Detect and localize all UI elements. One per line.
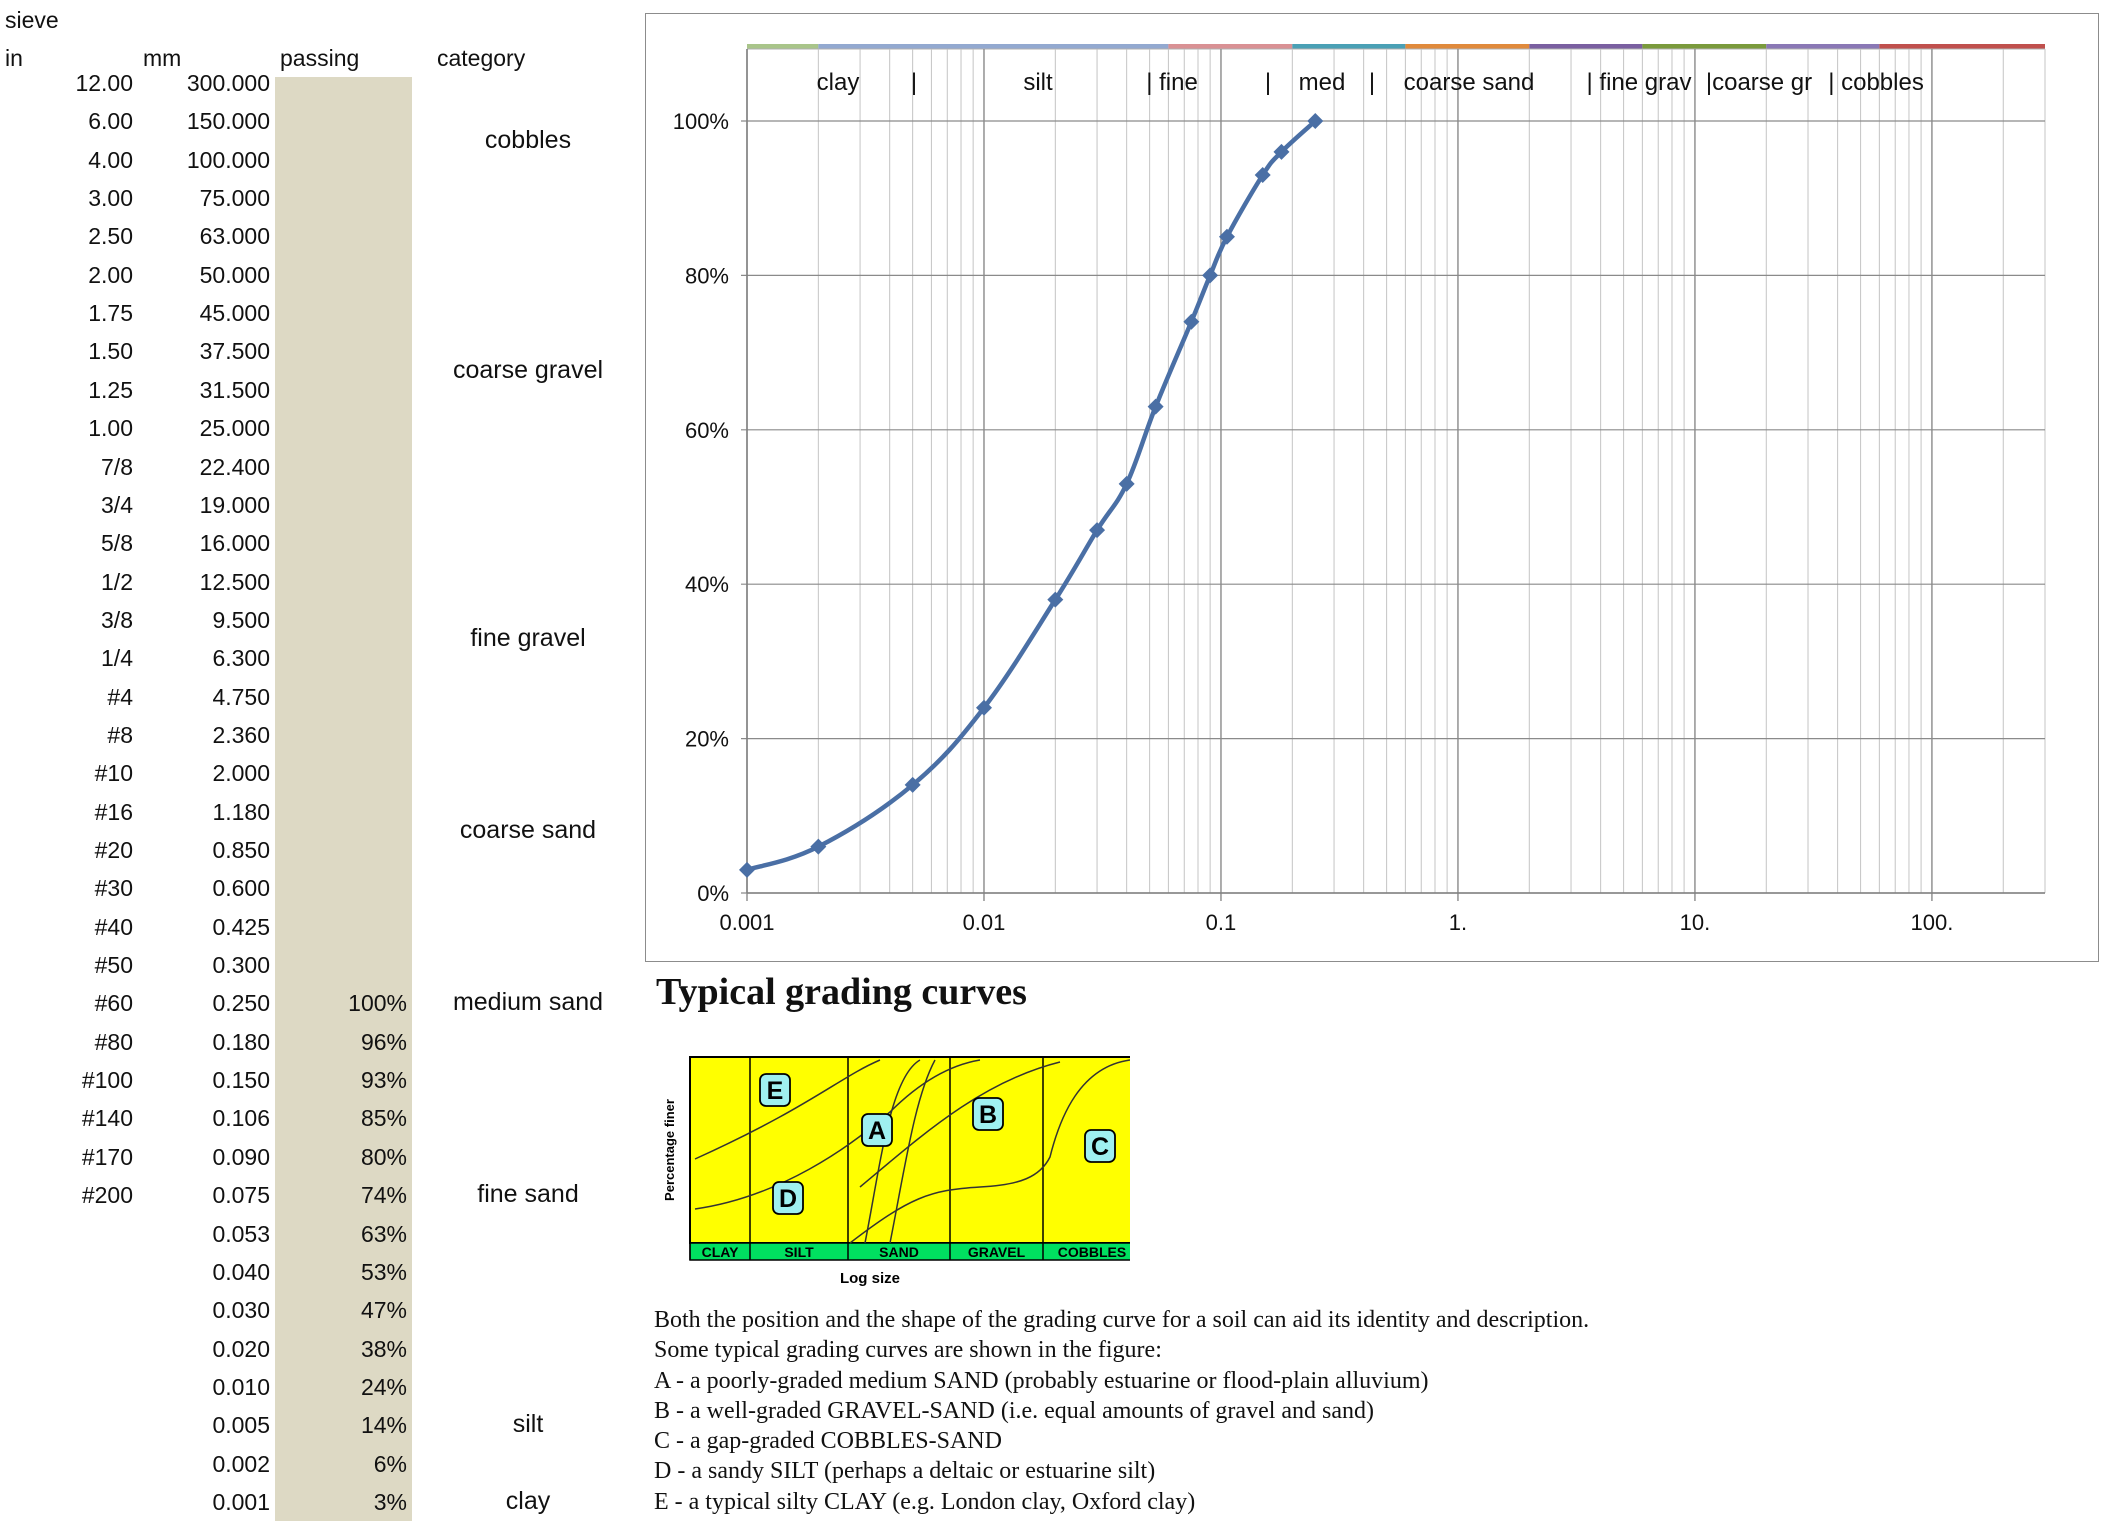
cell-in: 5/8 — [101, 530, 133, 557]
cell-in: #140 — [81, 1105, 133, 1132]
cell-passing: 3% — [373, 1488, 407, 1515]
x-tick-label: 0.001 — [719, 910, 775, 935]
data-point — [810, 839, 826, 855]
description-line: E - a typical silty CLAY (e.g. London clay, Oxford clay) — [654, 1488, 1196, 1515]
zone-label: clay — [816, 69, 860, 96]
description-line: Both the position and the shape of the grading curve for a soil can aid its identity and description. — [654, 1307, 1590, 1333]
category-label: medium sand — [452, 988, 604, 1017]
cell-mm: 0.090 — [212, 1143, 270, 1170]
header-category: category — [437, 45, 526, 71]
cell-mm: 37.500 — [199, 338, 270, 365]
zone-label: |coarse gr — [1705, 69, 1813, 96]
cell-mm: 19.000 — [199, 491, 270, 518]
cell-mm: 0.005 — [212, 1412, 270, 1439]
typical-grading-figure — [650, 1040, 1130, 1325]
cell-mm: 12.500 — [199, 568, 270, 595]
typical-background — [690, 1057, 1130, 1243]
zone-label: med — [1298, 69, 1346, 96]
x-tick-label: 0.1 — [1205, 910, 1237, 935]
zone-label-cobbles: COBBLES — [1057, 1244, 1127, 1260]
data-point — [1202, 267, 1218, 283]
cell-mm: 0.001 — [212, 1488, 270, 1515]
cell-mm: 0.180 — [212, 1028, 270, 1055]
zone-band — [818, 44, 1168, 49]
header-sieve: sieve — [5, 7, 59, 33]
category-label: fine sand — [477, 1180, 579, 1209]
cell-mm: 0.002 — [212, 1450, 270, 1477]
typical-ylabel: Percentage finer — [662, 1099, 677, 1201]
cell-in: #30 — [94, 875, 133, 902]
x-tick-label: 10. — [1679, 910, 1711, 935]
curve-label-e: E — [766, 1077, 784, 1105]
cell-passing: 74% — [360, 1182, 407, 1209]
zone-label: coarse sand — [1403, 69, 1535, 96]
zone-label: | fine grav — [1586, 69, 1692, 96]
cell-passing: 80% — [360, 1143, 407, 1170]
cell-mm: 0.850 — [212, 837, 270, 863]
cell-in: #16 — [94, 798, 133, 825]
x-tick-label: 100. — [1910, 910, 1954, 935]
typical-grading-description — [654, 1305, 1589, 1517]
zone-label: silt — [1023, 69, 1053, 96]
typical-grading-title: Typical grading curves — [656, 971, 1027, 1013]
description-line: C - a gap-graded COBBLES-SAND — [654, 1428, 1002, 1455]
cell-passing: 47% — [360, 1297, 407, 1324]
curve-label-d: D — [778, 1185, 798, 1213]
header-mm: mm — [143, 45, 182, 71]
cell-in: 3/8 — [101, 606, 133, 633]
cell-in: 3/4 — [101, 491, 133, 518]
zone-band — [1168, 44, 1292, 49]
cell-in: 1.50 — [88, 338, 133, 365]
cell-in: 1.25 — [88, 376, 133, 403]
description-line: Some typical grading curves are shown in the figure: — [654, 1337, 1162, 1364]
cell-mm: 0.425 — [212, 913, 270, 940]
cell-passing: 63% — [360, 1220, 407, 1247]
cell-passing: 6% — [373, 1450, 407, 1477]
description-line: B - a well-graded GRAVEL-SAND (i.e. equal amounts of gravel and sand) — [654, 1397, 1375, 1424]
cell-mm: 100.000 — [186, 146, 270, 173]
category-label: cobbles — [484, 125, 572, 154]
cell-mm: 0.106 — [212, 1105, 270, 1132]
cell-passing: 85% — [360, 1105, 407, 1132]
zone-band — [1766, 44, 1879, 49]
y-tick-label: 100% — [672, 109, 729, 134]
cell-in: #10 — [94, 760, 133, 787]
cell-mm: 9.500 — [212, 606, 270, 633]
cell-passing: 53% — [360, 1258, 407, 1285]
x-tick-label: 0.01 — [962, 910, 1006, 935]
cell-in: #20 — [94, 837, 133, 863]
cell-mm: 150.000 — [186, 108, 270, 135]
zone-band — [747, 44, 818, 49]
curve-label-b: B — [978, 1101, 998, 1129]
category-label: silt — [512, 1410, 544, 1439]
cell-in: 4.00 — [88, 146, 133, 173]
cell-in: #200 — [81, 1182, 133, 1209]
cell-mm: 0.040 — [212, 1258, 270, 1285]
zone-band — [1292, 44, 1405, 49]
zone-label-sand: SAND — [879, 1244, 919, 1260]
description-line: D - a sandy SILT (perhaps a deltaic or estuarine silt) — [654, 1458, 1156, 1485]
typical-xlabel: Log size — [839, 1270, 901, 1287]
zone-label: | fine — [1146, 69, 1198, 96]
cell-mm: 45.000 — [199, 300, 270, 327]
y-tick-label: 20% — [684, 726, 729, 752]
cell-mm: 0.150 — [212, 1067, 270, 1094]
header-passing: passing — [280, 45, 360, 71]
zone-label: | — [1368, 69, 1376, 96]
cell-in: #4 — [107, 683, 133, 710]
cell-passing: 96% — [360, 1028, 407, 1055]
cell-in: #50 — [94, 952, 133, 979]
zone-band — [1405, 44, 1529, 49]
cell-passing: 100% — [348, 990, 407, 1017]
cell-mm: 0.600 — [212, 875, 270, 902]
cell-mm: 0.030 — [212, 1297, 270, 1324]
cell-mm: 25.000 — [199, 415, 270, 442]
category-label: clay — [505, 1486, 551, 1515]
cell-mm: 75.000 — [199, 185, 270, 212]
data-point — [1119, 476, 1135, 492]
header-in: in — [5, 45, 23, 71]
category-label: coarse sand — [459, 815, 597, 844]
cell-in: 1.75 — [88, 300, 133, 327]
cell-in: 2.50 — [88, 223, 133, 250]
cell-mm: 0.250 — [212, 990, 270, 1017]
cell-mm: 0.300 — [212, 952, 270, 979]
cell-mm: 2.000 — [212, 760, 270, 787]
cell-mm: 300.000 — [186, 70, 270, 96]
cell-in: 1/2 — [101, 568, 133, 595]
curve-label-a: A — [867, 1117, 887, 1145]
category-label: coarse gravel — [452, 355, 604, 384]
zone-band — [1529, 44, 1642, 49]
cell-passing: 38% — [360, 1335, 407, 1362]
zone-label: | cobbles — [1828, 69, 1924, 96]
cell-mm: 0.075 — [212, 1182, 270, 1209]
cell-in: 1.00 — [88, 415, 133, 442]
cell-mm: 0.053 — [212, 1220, 270, 1247]
zone-label-gravel: GRAVEL — [967, 1244, 1026, 1260]
cell-mm: 4.750 — [212, 683, 270, 710]
cell-in: #170 — [81, 1143, 133, 1170]
cell-mm: 31.500 — [199, 376, 270, 403]
cell-mm: 0.020 — [212, 1335, 270, 1362]
y-tick-label: 80% — [684, 263, 729, 289]
zone-label: | — [1264, 69, 1272, 96]
cell-mm: 50.000 — [199, 261, 270, 288]
cell-in: 3.00 — [88, 185, 133, 212]
cell-in: #8 — [107, 721, 133, 748]
cell-mm: 63.000 — [199, 223, 270, 250]
cell-in: 1/4 — [101, 645, 133, 672]
zone-band — [1642, 44, 1766, 49]
cell-passing: 24% — [360, 1373, 407, 1400]
cell-mm: 22.400 — [199, 453, 270, 480]
cell-in: #100 — [81, 1067, 133, 1094]
y-tick-label: 40% — [684, 572, 729, 598]
data-point — [739, 862, 755, 878]
y-tick-label: 60% — [684, 417, 729, 443]
zone-band — [1879, 44, 2045, 49]
cell-mm: 2.360 — [212, 721, 270, 748]
curve-label-c: C — [1090, 1133, 1110, 1161]
cell-in: 2.00 — [88, 261, 133, 288]
data-point — [1183, 314, 1199, 330]
x-tick-label: 1. — [1448, 910, 1468, 935]
cell-in: 6.00 — [88, 108, 133, 135]
cell-mm: 0.010 — [212, 1373, 270, 1400]
cell-mm: 16.000 — [199, 530, 270, 557]
cell-mm: 6.300 — [212, 645, 270, 672]
cell-in: #60 — [94, 990, 133, 1017]
description-line: A - a poorly-graded medium SAND (probably estuarine or flood-plain alluvium) — [654, 1367, 1429, 1394]
zone-label-clay: CLAY — [701, 1244, 739, 1260]
cell-mm: 1.180 — [212, 798, 270, 825]
cell-passing: 93% — [360, 1067, 407, 1094]
cell-in: 12.00 — [75, 70, 133, 96]
zone-label: | — [910, 69, 918, 96]
cell-passing: 14% — [360, 1412, 407, 1439]
zone-label-silt: SILT — [784, 1244, 814, 1260]
category-label: fine gravel — [470, 624, 586, 653]
cell-in: #40 — [94, 913, 133, 940]
cell-in: #80 — [94, 1028, 133, 1055]
grading-chart — [645, 13, 2099, 962]
grading-chart-svg — [646, 14, 2098, 961]
y-tick-label: 0% — [697, 881, 729, 906]
cell-in: 7/8 — [101, 453, 133, 480]
